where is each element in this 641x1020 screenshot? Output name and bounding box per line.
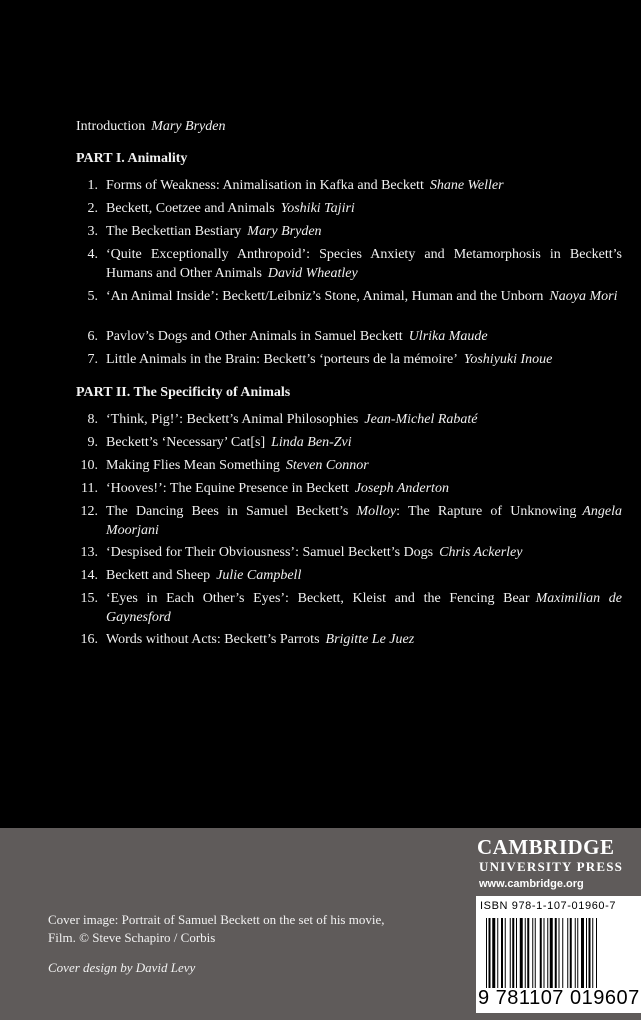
cover-image-credit-line2: Film. © Steve Schapiro / Corbis <box>48 930 216 945</box>
part-2-heading: PART II. The Specificity of Animals <box>76 385 291 400</box>
chapter-title: ‘Despised for Their Obviousness’: Samuel Beckett’s Dogs <box>106 545 434 560</box>
barcode-bar <box>540 918 542 988</box>
chapter-author: Mary Bryden <box>247 224 322 239</box>
chapter-author: Yoshiyuki Inoue <box>463 352 553 367</box>
chapter-title: Little Animals in the Brain: Beckett’s ‘porteurs de la mémoire’ <box>106 352 458 367</box>
barcode-bars <box>486 918 638 988</box>
barcode-bar <box>532 918 533 988</box>
barcode-bar <box>497 918 498 988</box>
barcode-bar <box>547 918 548 988</box>
chapter-author: Chris Ackerley <box>439 545 523 560</box>
chapter-number: 14. <box>80 568 98 583</box>
chapter-title: Pavlov’s Dogs and Other Animals in Samuel Beckett <box>106 329 403 344</box>
chapter-number: 8. <box>87 412 98 427</box>
chapter-author: Shane Weller <box>429 178 504 193</box>
barcode-bar <box>516 918 517 988</box>
chapter-title: ‘Quite Exceptionally Anthropoid’: Species Anxiety and Metamorphosis in Beckett’s Humans and Other Animals <box>106 247 622 281</box>
chapter-author: Yoshiki Tajiri <box>280 201 355 216</box>
barcode-bar <box>586 918 587 988</box>
barcode-bar <box>510 918 511 988</box>
chapter-title-post: : The Rapture of Unknowing <box>396 504 577 519</box>
barcode-bar <box>505 918 506 988</box>
barcode-bar <box>520 918 523 988</box>
chapter-title: ‘Hooves!’: The Equine Presence in Beckett <box>106 481 349 496</box>
barcode-bar <box>592 918 593 988</box>
chapter-author: Angela Moorjani <box>106 504 622 538</box>
chapter-author: Steven Connor <box>285 458 369 473</box>
chapter-author: Brigitte Le Juez <box>325 632 415 647</box>
barcode-bar <box>562 918 563 988</box>
chapter-title: ‘Eyes in Each Other’s Eyes’: Beckett, Kleist and the Fencing Bear <box>106 591 530 606</box>
barcode-bar <box>492 918 495 988</box>
chapter-author: Jean-Michel Rabaté <box>364 412 478 427</box>
barcode-bar <box>486 918 487 988</box>
barcode-bar <box>589 918 591 988</box>
barcode-bar <box>550 918 553 988</box>
publisher-subtitle: UNIVERSITY PRESS <box>479 859 624 874</box>
barcode-bar <box>501 918 503 988</box>
barcode-bar <box>577 918 578 988</box>
chapter-title: The Beckettian Bestiary <box>106 224 242 239</box>
barcode-bar <box>555 918 557 988</box>
chapter-number: 7. <box>87 352 98 367</box>
cover-image-credit <box>48 911 384 947</box>
part-1-heading: PART I. Animality <box>76 151 188 166</box>
chapter-author: Joseph Anderton <box>354 481 449 496</box>
barcode-digits: 9 781107 019607 <box>478 987 640 1009</box>
chapter-title: Beckett and Sheep <box>106 568 211 583</box>
publisher-name: CAMBRIDGE <box>477 835 615 859</box>
introduction-author: Mary Bryden <box>151 119 226 134</box>
barcode-bar <box>570 918 572 988</box>
chapter-title-pre: The Dancing Bees in Samuel Beckett’s <box>106 504 357 519</box>
chapter-number: 5. <box>87 289 98 304</box>
chapter-author: Ulrika Maude <box>408 329 488 344</box>
chapter-author: Linda Ben-Zvi <box>271 435 352 450</box>
barcode-bar <box>596 918 597 988</box>
chapter-author: Naoya Mori <box>549 289 618 304</box>
introduction-label: Introduction <box>76 119 146 134</box>
barcode-bar <box>559 918 560 988</box>
chapter-number: 3. <box>87 224 98 239</box>
chapter-number: 11. <box>81 481 98 496</box>
barcode-bar <box>567 918 568 988</box>
chapter-number: 6. <box>87 329 98 344</box>
chapter-author: David Wheatley <box>267 266 358 281</box>
chapter-number: 16. <box>80 632 98 647</box>
chapter-title: Making Flies Mean Something <box>106 458 280 473</box>
chapter-title: Beckett’s ‘Necessary’ Cat[s] <box>106 435 266 450</box>
chapter-author: Julie Campbell <box>216 568 302 583</box>
barcode-bar <box>544 918 545 988</box>
chapter-number: 9. <box>87 435 98 450</box>
barcode-bar <box>512 918 514 988</box>
chapter-author: Maximilian de Gaynesford <box>106 591 622 625</box>
toc-introduction <box>76 117 225 136</box>
chapter-title: Beckett, Coetzee and Animals <box>106 201 275 216</box>
isbn-number: ISBN 978-1-107-01960-7 <box>480 900 617 912</box>
chapter-number: 15. <box>80 591 98 606</box>
chapter-title: Forms of Weakness: Animalisation in Kafka and Beckett <box>106 178 424 193</box>
barcode-bar <box>535 918 536 988</box>
barcode-bar <box>575 918 576 988</box>
cover-image-credit-line1: Cover image: Portrait of Samuel Beckett on the set of his movie, <box>48 912 385 927</box>
barcode-bar <box>527 918 529 988</box>
chapter-title: Words without Acts: Beckett’s Parrots <box>106 632 320 647</box>
chapter-number: 2. <box>87 201 98 216</box>
barcode-bar <box>525 918 526 988</box>
chapter-number: 4. <box>87 247 98 262</box>
barcode-bar <box>581 918 584 988</box>
chapter-number: 10. <box>80 458 98 473</box>
chapter-number: 1. <box>87 178 98 193</box>
barcode-bar <box>489 918 491 988</box>
chapter-title: ‘An Animal Inside’: Beckett/Leibniz’s Stone, Animal, Human and the Unborn <box>106 289 544 304</box>
chapter-title-italic: Molloy <box>356 504 397 519</box>
publisher-url: www.cambridge.org <box>479 878 584 890</box>
cover-design-credit: Cover design by David Levy <box>48 960 196 975</box>
chapter-number: 12. <box>80 504 98 519</box>
chapter-title: ‘Think, Pig!’: Beckett’s Animal Philosophies <box>106 412 359 427</box>
isbn-barcode <box>476 896 641 1013</box>
chapter-number: 13. <box>80 545 98 560</box>
